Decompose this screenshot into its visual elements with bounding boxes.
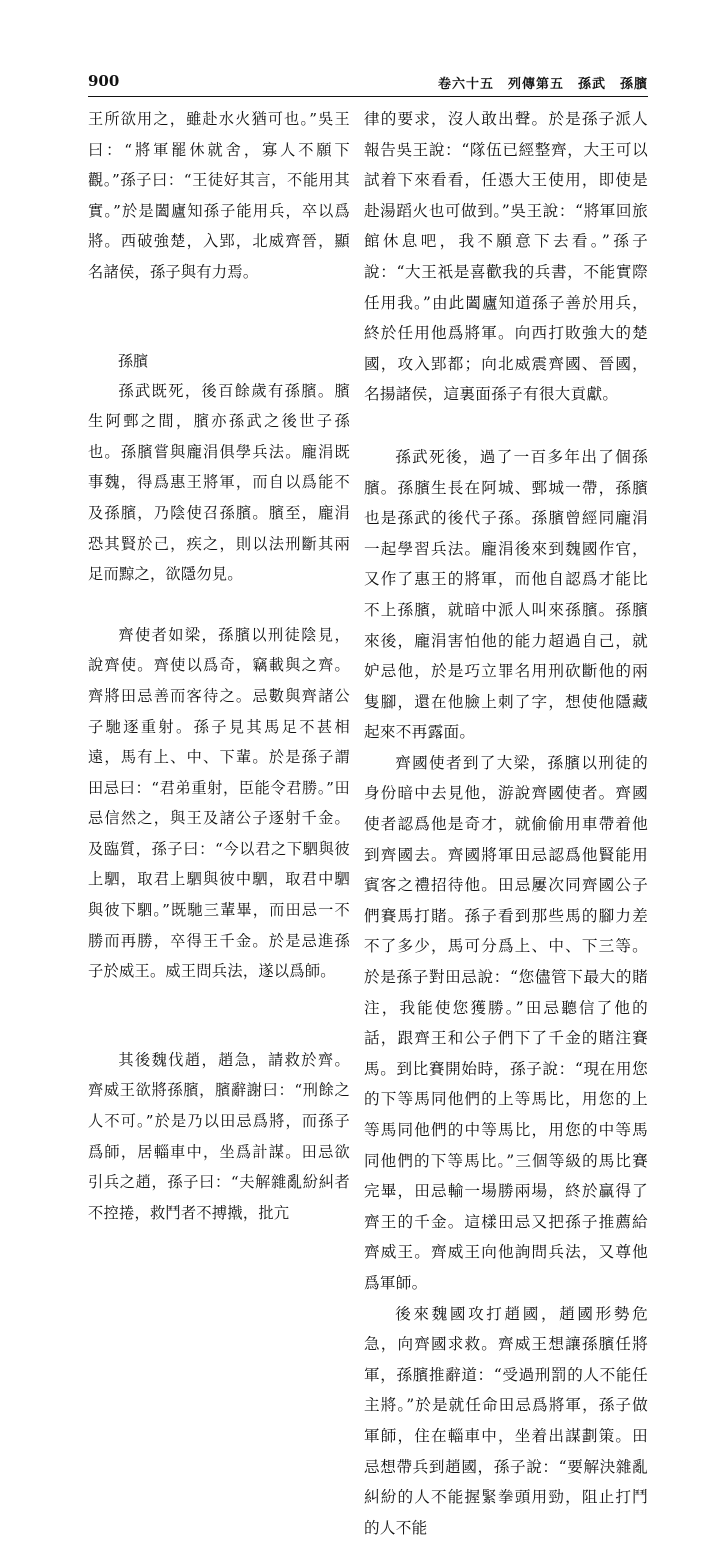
classical-paragraph-1: 王所欲用之，雖赴水火猶可也。”吳王曰：“將軍罷休就舍，寡人不願下觀。”孫子曰：“王徒好其言，不能用其實。”於是闔廬知孫子能用兵，卒以爲將。西破強楚，入郢，北威齊晉，顯名諸侯，孫子與有力焉。 xyxy=(88,110,350,281)
classical-paragraph-2: 孫武既死，後百餘歲有孫臏。臏生阿鄄之間，臏亦孫武之後世子孫也。孫臏嘗與龐涓俱學兵法。龐涓既事魏，得爲惠王將軍，而自以爲能不及孫臏，乃陰使召孫臏。臏至，龐涓恐其賢於己，疾之，則以法刑斷其兩足而黥之，欲隱勿見。 xyxy=(88,381,350,584)
running-title: 卷六十五 列傳第五 孫武 孫臏 xyxy=(437,77,648,92)
translation-paragraph-2: 孫武死後，過了一百多年出了個孫臏。孫臏生長在阿城、鄄城一帶，孫臏也是孫武的後代子孫。孫臏曾經同龐涓一起學習兵法。龐涓後來到魏國作官，又作了惠王的將軍，而他自認爲才能比不上孫臏，就暗中派人叫來孫臏。孫臏來後，龐涓害怕他的能力超過自己，就妒忌他，於是巧立罪名用刑砍斷他的兩隻腳，還在他臉上刺了字，想使他隱藏起來不再露面。 xyxy=(364,447,648,742)
classical-paragraph-4: 其後魏伐趙，趙急，請救於齊。齊威王欲將孫臏，臏辭謝曰：“刑餘之人不可。”於是乃以田忌爲將，而孫子爲師，居輜車中，坐爲計謀。田忌欲引兵之趙，孫子曰：“夫解雜亂紛糾者不控捲，救鬥者不搏撠，批亢 xyxy=(88,1050,350,1222)
section-title: 孫臏 xyxy=(118,351,149,370)
translation-column xyxy=(364,104,648,1543)
classical-text-column xyxy=(88,104,350,1228)
translation-paragraph-4: 後來魏國攻打趙國，趙國形勢危急，向齊國求救。齊威王想讓孫臏任將軍，孫臏推辭道：“受過刑罰的人不能任主將。”於是就任命田忌爲將軍，孫子做軍師，住在輜車中，坐着出謀劃策。田忌想帶兵到趙國，孫子說：“要解決雜亂糾紛的人不能握緊拳頭用勁，阻止打鬥的人不能 xyxy=(364,1304,648,1537)
page-header xyxy=(88,72,648,97)
page-number: 900 xyxy=(88,72,120,90)
translation-paragraph-3: 齊國使者到了大梁，孫臏以刑徒的身份暗中去見他，游說齊國使者。齊國使者認爲他是奇才，就偷偷用車帶着他到齊國去。齊國將軍田忌認爲他賢能用賓客之禮招待他。田忌屢次同齊國公子們賽馬打賭。孫子看到那些馬的腳力差不了多少，馬可分爲上、中、下三等。於是孫子對田忌說：“您儘管下最大的賭注，我能使您獲勝。”田忌聽信了他的話，跟齊王和公子們下了千金的賭注賽馬。到比賽開始時，孫子說：“現在用您的下等馬同他們的上等馬比，用您的上等馬同他們的中等馬比，用您的中等馬同他們的下等馬比。”三個等級的馬比賽完畢，田忌輸一場勝兩場，終於贏得了齊王的千金。這樣田忌又把孫子推薦給齊威王。齊威王向他詢問兵法，又尊他爲軍師。 xyxy=(364,753,648,1292)
translation-paragraph-1: 律的要求，沒人敢出聲。於是孫子派人報告吳王說：“隊伍已經整齊，大王可以試着下來看看，任憑大王使用，即使是赴湯蹈火也可做到。”吳王說：“將軍回旅館休息吧，我不願意下去看。”孫子說：“大王祇是喜歡我的兵書，不能實際任用我。”由此闔廬知道孫子善於用兵，終於任用他爲將軍。向西打敗強大的楚國，攻入郢都；向北威震齊國、晉國，名揚諸侯，這裏面孫子有很大貢獻。 xyxy=(364,110,648,404)
classical-paragraph-3: 齊使者如梁，孫臏以刑徒陰見，說齊使。齊使以爲奇，竊載與之齊。齊將田忌善而客待之。忌數與齊諸公子馳逐重射。孫子見其馬足不甚相遠，馬有上、中、下輩。於是孫子謂田忌曰：“君弟重射，臣能令君勝。”田忌信然之，與王及諸公子逐射千金。及臨質，孫子曰：“今以君之下駟與彼上駟，取君上駟與彼中駟，取君中駟與彼下駟。”既馳三輩畢，而田忌一不勝而再勝，卒得王千金。於是忌進孫子於威王。威王問兵法，遂以爲師。 xyxy=(88,625,350,981)
